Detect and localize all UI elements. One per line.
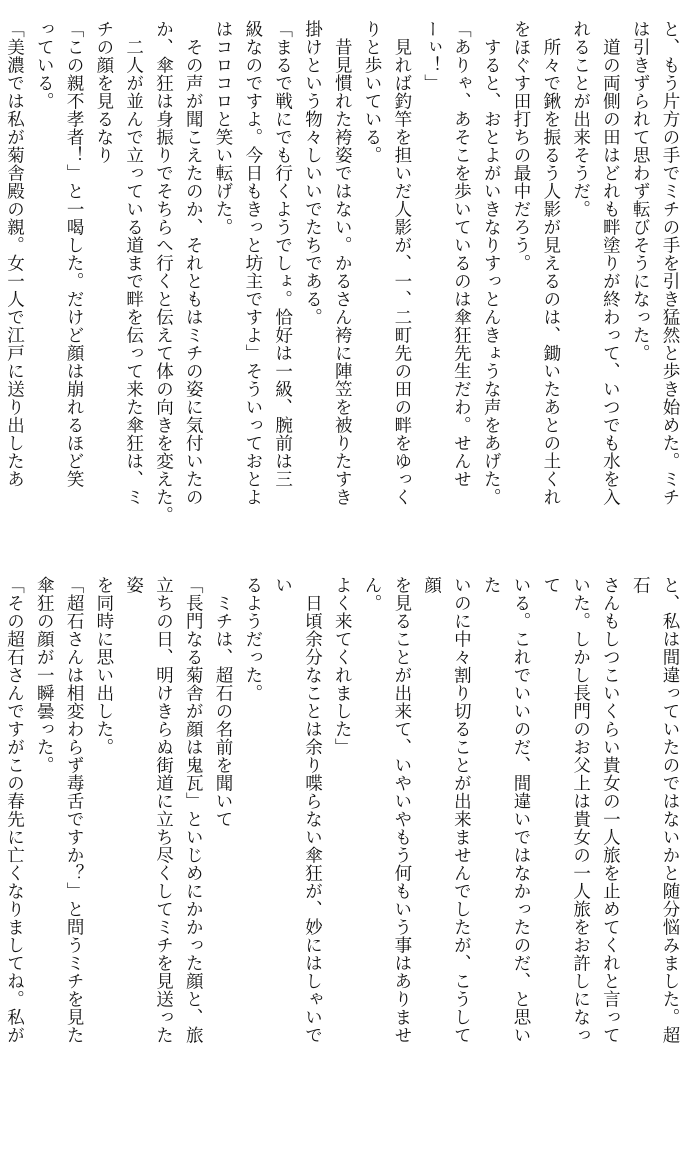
text-line: 道の両側の田はどれも畔塗りが終わって、いつでも水を入: [600, 20, 621, 506]
text-line: れることが出来そうだ。: [570, 20, 591, 218]
text-line: さんもしつこいくらい貴女の一人旅を止めてくれと言って: [600, 576, 621, 1044]
text-line: いた。しかし長門のお父上は貴女の一人旅をお許しになって: [540, 576, 591, 1044]
text-line: 「超石さんは相変わらず毒舌ですか？」と問うミチを見た: [64, 576, 85, 1044]
text-line: 「まるで戦にでも行くようでしょ。恰好は一級、腕前は三: [272, 20, 293, 488]
text-line: はコロコロと笑い転げた。: [213, 20, 234, 236]
lower-text-block: [4, 576, 684, 1056]
text-line: か、傘狂は身振りでそちらへ行くと伝えて体の向きを変えた。: [153, 20, 174, 524]
text-line: 見れば釣竿を担いだ人影が、一、二町先の田の畔をゆっく: [391, 20, 412, 506]
text-line: チの顔を見るなり: [93, 20, 114, 164]
text-line: りと歩いている。: [362, 20, 383, 164]
upper-text-block: [4, 20, 684, 540]
text-line: をほぐす田打ちの最中だろう。: [511, 20, 532, 272]
text-line: 傘狂の顔が一瞬曇った。: [34, 576, 55, 774]
text-line: っている。: [34, 20, 55, 110]
text-line: るようだった。: [242, 576, 263, 702]
text-line: 「この親不孝者！」と一喝した。だけど顔は崩れるほど笑: [64, 20, 85, 488]
text-line: 昔見慣れた袴姿ではない。かるさん袴に陣笠を被りたすき: [332, 20, 353, 506]
text-line: を見ることが出来て、いやいやもう何もいう事はありません。: [362, 576, 412, 1044]
text-line: 「美濃では私が菊舎殿の親。女一人で江戸に送り出したあ: [4, 20, 25, 488]
text-line: 所々で鍬を振るう人影が見えるのは、鋤いたあとの土くれ: [540, 20, 561, 506]
text-line: は引きずられて思わず転びそうになった。: [630, 20, 651, 362]
text-line: 「その超石さんですがこの春先に亡くなりましてね。私が: [4, 576, 25, 1044]
text-line: すると、おとよがいきなりすっとんきょうな声をあげた。: [481, 20, 502, 506]
text-line: 「ありゃ、あそこを歩いているのは傘狂先生だわ。せんせ: [451, 20, 472, 488]
text-line: いる。これでいいのだ、間違いではなかったのだ、と思いた: [481, 576, 532, 1044]
text-line: と、もう片方の手でミチの手を引き猛然と歩き始めた。ミチ: [660, 20, 680, 506]
text-line: と、私は間違っていたのではないかと随分悩みました。超石: [630, 576, 680, 1044]
text-line: 立ちの日、明けきらぬ街道に立ち尽くしてミチを見送った姿: [123, 576, 174, 1044]
text-line: ーぃ！」: [421, 20, 442, 92]
text-line: よく来てくれました」: [332, 576, 353, 756]
text-line: を同時に思い出した。: [93, 576, 114, 756]
text-line: 二人が並んで立っている道まで畔を伝って来た傘狂は、ミ: [123, 20, 144, 506]
text-line: いのに中々割り切ることが出来ませんでしたが、こうして顔: [421, 576, 472, 1044]
text-line: その声が聞こえたのか、それともはミチの姿に気付いたの: [183, 20, 204, 506]
text-line: 級なのですよ。今日もきっと坊主ですよ」そういっておとよ: [242, 20, 263, 506]
text-line: 「長門なる菊舎が顔は鬼瓦」といじめにかかった顔と、旅: [183, 576, 204, 1044]
text-line: 日頃余分なことは余り喋らない傘狂が、妙にはしゃいでい: [272, 576, 323, 1044]
text-line: 掛けという物々しいいでたちである。: [302, 20, 323, 326]
text-line: ミチは、超石の名前を聞いて: [213, 576, 234, 828]
